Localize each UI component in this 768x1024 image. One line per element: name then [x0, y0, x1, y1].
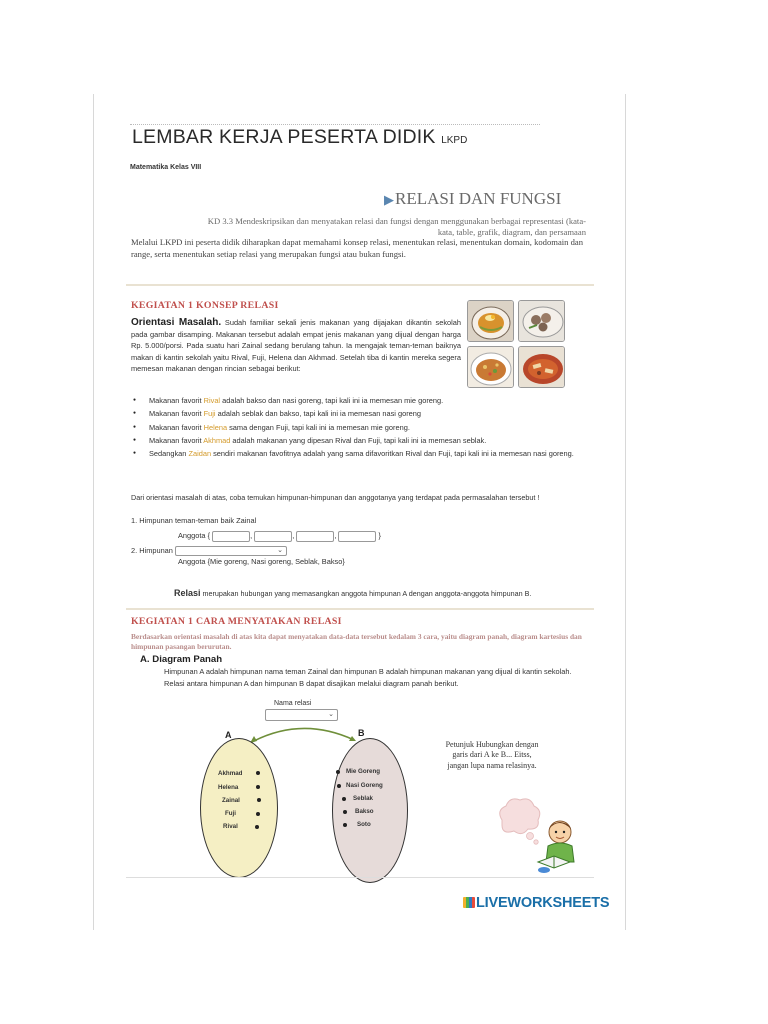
answer-input[interactable] [296, 531, 334, 542]
nama-relasi-label: Nama relasi [274, 700, 312, 707]
food-image-nasi-goreng [467, 346, 514, 388]
set-b-point[interactable] [336, 770, 340, 774]
food-image-seblak [518, 346, 565, 388]
section-title-text: RELASI DAN FUNGSI [395, 189, 562, 208]
list-item: ● Sedangkan Zaidan sendiri makanan favofitnya adalah yang sama difavoritkan Rival dan Fuji, tapi kali ini ia memesan nasi goreng. [131, 448, 591, 460]
set-b-label: B [358, 728, 365, 738]
set-b-item: Mie Goreng [346, 768, 381, 775]
set-b-point[interactable] [343, 810, 347, 814]
set-a-oval [200, 738, 278, 878]
set-a-point[interactable] [256, 771, 260, 775]
cara-heading: KEGIATAN 1 CARA MENYATAKAN RELASI [131, 616, 342, 627]
set-a-item: Rival [223, 823, 238, 830]
question-1-anggota: Anggota { , , , } [178, 531, 381, 540]
set-a-point[interactable] [255, 825, 259, 829]
set-b-item: Bakso [355, 808, 374, 815]
title-dotted-line [130, 124, 540, 125]
chevron-down-icon: ⌄ [277, 547, 283, 555]
liveworksheets-logo-icon [463, 897, 475, 908]
kegiatan1-heading: KEGIATAN 1 KONSEP RELASI [131, 300, 279, 311]
list-item: ● Makanan favorit Akhmad adalah makanan yang dipesan Rival dan Fuji, tapi kali ini ia memesan seblak. [131, 435, 591, 447]
intro-text: Melalui LKPD ini peserta didik diharapkan dapat memahami konsep relasi, menentukan relasi, menentukan domain, kodomain dan range, serta menentukan setiap relasi yang merupakan fungsi atau bukan fungsi. [131, 237, 584, 259]
name-highlight: Zaidan [188, 449, 212, 459]
food-images [467, 300, 565, 388]
question-2-label: 2. Himpunan ⌄ [131, 545, 287, 556]
name-highlight: Rival [203, 396, 221, 405]
order-list [131, 395, 591, 461]
set-b-item: Soto [357, 821, 371, 828]
set-a-label: A [225, 730, 232, 740]
set-a-item: Zainal [222, 797, 240, 804]
orientasi-paragraph [131, 317, 461, 375]
answer-input[interactable] [212, 531, 250, 542]
set-a-point[interactable] [257, 798, 261, 802]
orientasi-lead: Orientasi Masalah. [131, 317, 222, 328]
relasi-definition: Relasi merupakan hubungan yang memasangkan anggota himpunan A dengan anggota-anggota himpunan B. [174, 588, 532, 598]
divider [126, 608, 594, 610]
subject-label: Matematika Kelas VIII [130, 164, 202, 171]
triangle-icon: ▶ [384, 192, 394, 207]
title-suffix: LKPD [441, 135, 468, 146]
list-item: ● Makanan favorit Rival adalah bakso dan nasi goreng, tapi kali ini ia memesan mie goreng. [131, 395, 591, 407]
set-a-item: Fuji [225, 810, 236, 817]
page-bottom-line [126, 877, 594, 878]
name-highlight: Akhmad [203, 435, 231, 445]
section-title [384, 189, 561, 209]
student-reading-icon [534, 816, 584, 876]
relation-arrow [244, 722, 364, 746]
answer-input[interactable] [254, 531, 292, 542]
list-item: ● Makanan favorit Helena sama dengan Fuji, tapi kali ini ia memesan mie goreng. [131, 422, 591, 434]
food-image-bakso [518, 300, 565, 342]
name-highlight: Fuji [203, 409, 216, 419]
set-b-item: Seblak [353, 795, 373, 802]
orientasi-text: Sudah familiar sekali jenis makanan yang dijajakan dikantin sekolah pada gambar disamping. Makanan tersebut adalah empat jenis makanan yang dijual dengan harga Rp. 5.000/porsi. Pada suatu hari Zainal sedang berulang tahun. Ia mengajak teman-teman baiknya makan di kantin sekolah yaitu Rival, Fuji, Helena dan Akhmad. Setelah tiba di kantin mereka segera memesan makanan dengan rincian sebagai berikut: [131, 318, 462, 374]
himpunan-select[interactable] [175, 546, 287, 556]
title-main: LEMBAR KERJA PESERTA DIDIK [132, 126, 436, 148]
question-1-label: 1. Himpunan teman-teman baik Zainal [131, 516, 257, 525]
set-b-point[interactable] [337, 784, 341, 788]
kd-text: KD 3.3 Mendeskripsikan dan menyatakan relasi dan fungsi dengan menggunakan berbagai representasi (kata-kata, table, grafik, diagram, dan persamaan [207, 216, 586, 237]
set-b-point[interactable] [343, 823, 347, 827]
set-a-item: Akhmad [218, 770, 243, 777]
worksheet-page [93, 94, 626, 930]
cara-intro: Berdasarkan orientasi masalah di atas kita dapat menyatakan data-data tersebut kedalam 3 cara, yaitu diagram panah, diagram kartesius dan himpunan pasangan berurutan. [131, 632, 582, 651]
divider [126, 284, 594, 286]
set-b-item: Nasi Goreng [346, 782, 383, 789]
diagram-panah-text: Himpunan A adalah himpunan nama teman Zainal dan himpunan B adalah himpunan makanan yang dijual di kantin sekolah. Relasi antara himpunan A dan himpunan B dapat disajikan melalui diagram panah berikut. [164, 667, 572, 688]
page-title [132, 126, 467, 149]
liveworksheets-logo: LIVEWORKSHEETS [463, 895, 609, 911]
question-2-anggota: Anggota {Mie goreng, Nasi goreng, Seblak, Bakso} [178, 557, 345, 566]
name-highlight: Helena [203, 422, 228, 432]
set-a-item: Helena [218, 784, 239, 791]
question-text: Dari orientasi masalah di atas, coba temukan himpunan-himpunan dan anggotanya yang terdapat pada permasalahan tersebut ! [131, 493, 540, 502]
set-b-point[interactable] [342, 797, 346, 801]
set-a-point[interactable] [256, 812, 260, 816]
answer-input[interactable] [338, 531, 376, 542]
nama-relasi-select[interactable] [265, 709, 338, 721]
food-image-mie [467, 300, 514, 342]
set-a-point[interactable] [256, 785, 260, 789]
petunjuk-hint: Petunjuk Hubungkan dengan garis dari A ke B... Eitss, jangan lupa nama relasinya. [445, 740, 539, 770]
diagram-panah-heading: A. Diagram Panah [140, 654, 223, 665]
list-item: ● Makanan favorit Fuji adalah seblak dan bakso, tapi kali ini ia memesan nasi goreng [131, 408, 591, 420]
chevron-down-icon: ⌄ [328, 711, 334, 718]
